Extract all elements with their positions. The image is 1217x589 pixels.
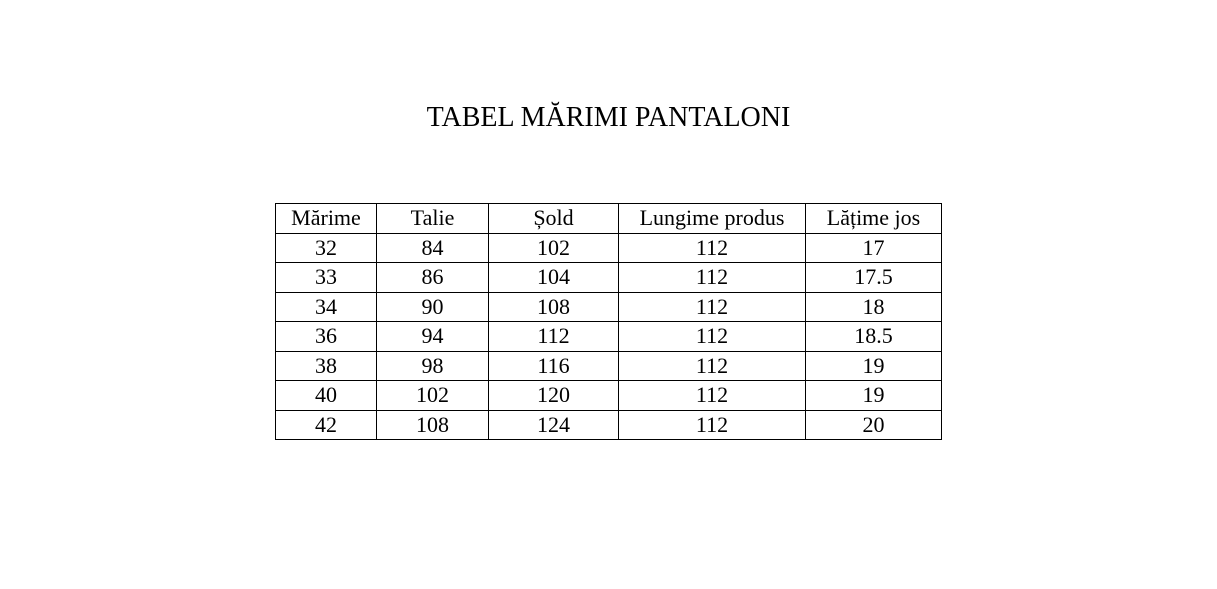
cell-hip: 112 [489,322,619,352]
cell-size: 33 [276,263,377,293]
header-size: Mărime [276,204,377,234]
cell-product-length: 112 [619,292,806,322]
table-row [276,410,942,440]
cell-hip: 102 [489,233,619,263]
cell-size: 42 [276,410,377,440]
header-product-length: Lungime produs [619,204,806,234]
cell-product-length: 112 [619,410,806,440]
header-row [276,204,942,234]
cell-waist: 102 [377,381,489,411]
cell-hem-width: 17 [806,233,942,263]
cell-product-length: 112 [619,351,806,381]
size-chart-table [275,203,942,440]
cell-waist: 98 [377,351,489,381]
cell-waist: 84 [377,233,489,263]
document-title: TABEL MĂRIMI PANTALONI [426,102,791,133]
cell-hem-width: 19 [806,351,942,381]
cell-product-length: 112 [619,381,806,411]
table-row [276,381,942,411]
cell-waist: 90 [377,292,489,322]
header-hem-width: Lățime jos [806,204,942,234]
header-hip: Șold [489,204,619,234]
table-row [276,351,942,381]
cell-hip: 124 [489,410,619,440]
cell-hip: 120 [489,381,619,411]
cell-waist: 94 [377,322,489,352]
table-row [276,263,942,293]
cell-size: 38 [276,351,377,381]
table-header [276,204,942,234]
table-body [276,233,942,440]
cell-hem-width: 19 [806,381,942,411]
cell-size: 34 [276,292,377,322]
cell-size: 40 [276,381,377,411]
cell-product-length: 112 [619,263,806,293]
header-waist: Talie [377,204,489,234]
cell-hip: 104 [489,263,619,293]
cell-hem-width: 20 [806,410,942,440]
cell-waist: 86 [377,263,489,293]
cell-hem-width: 18 [806,292,942,322]
table-row [276,233,942,263]
table-row [276,292,942,322]
cell-waist: 108 [377,410,489,440]
cell-size: 36 [276,322,377,352]
cell-product-length: 112 [619,322,806,352]
cell-hem-width: 17.5 [806,263,942,293]
cell-product-length: 112 [619,233,806,263]
cell-size: 32 [276,233,377,263]
cell-hem-width: 18.5 [806,322,942,352]
cell-hip: 108 [489,292,619,322]
cell-hip: 116 [489,351,619,381]
table-row [276,322,942,352]
